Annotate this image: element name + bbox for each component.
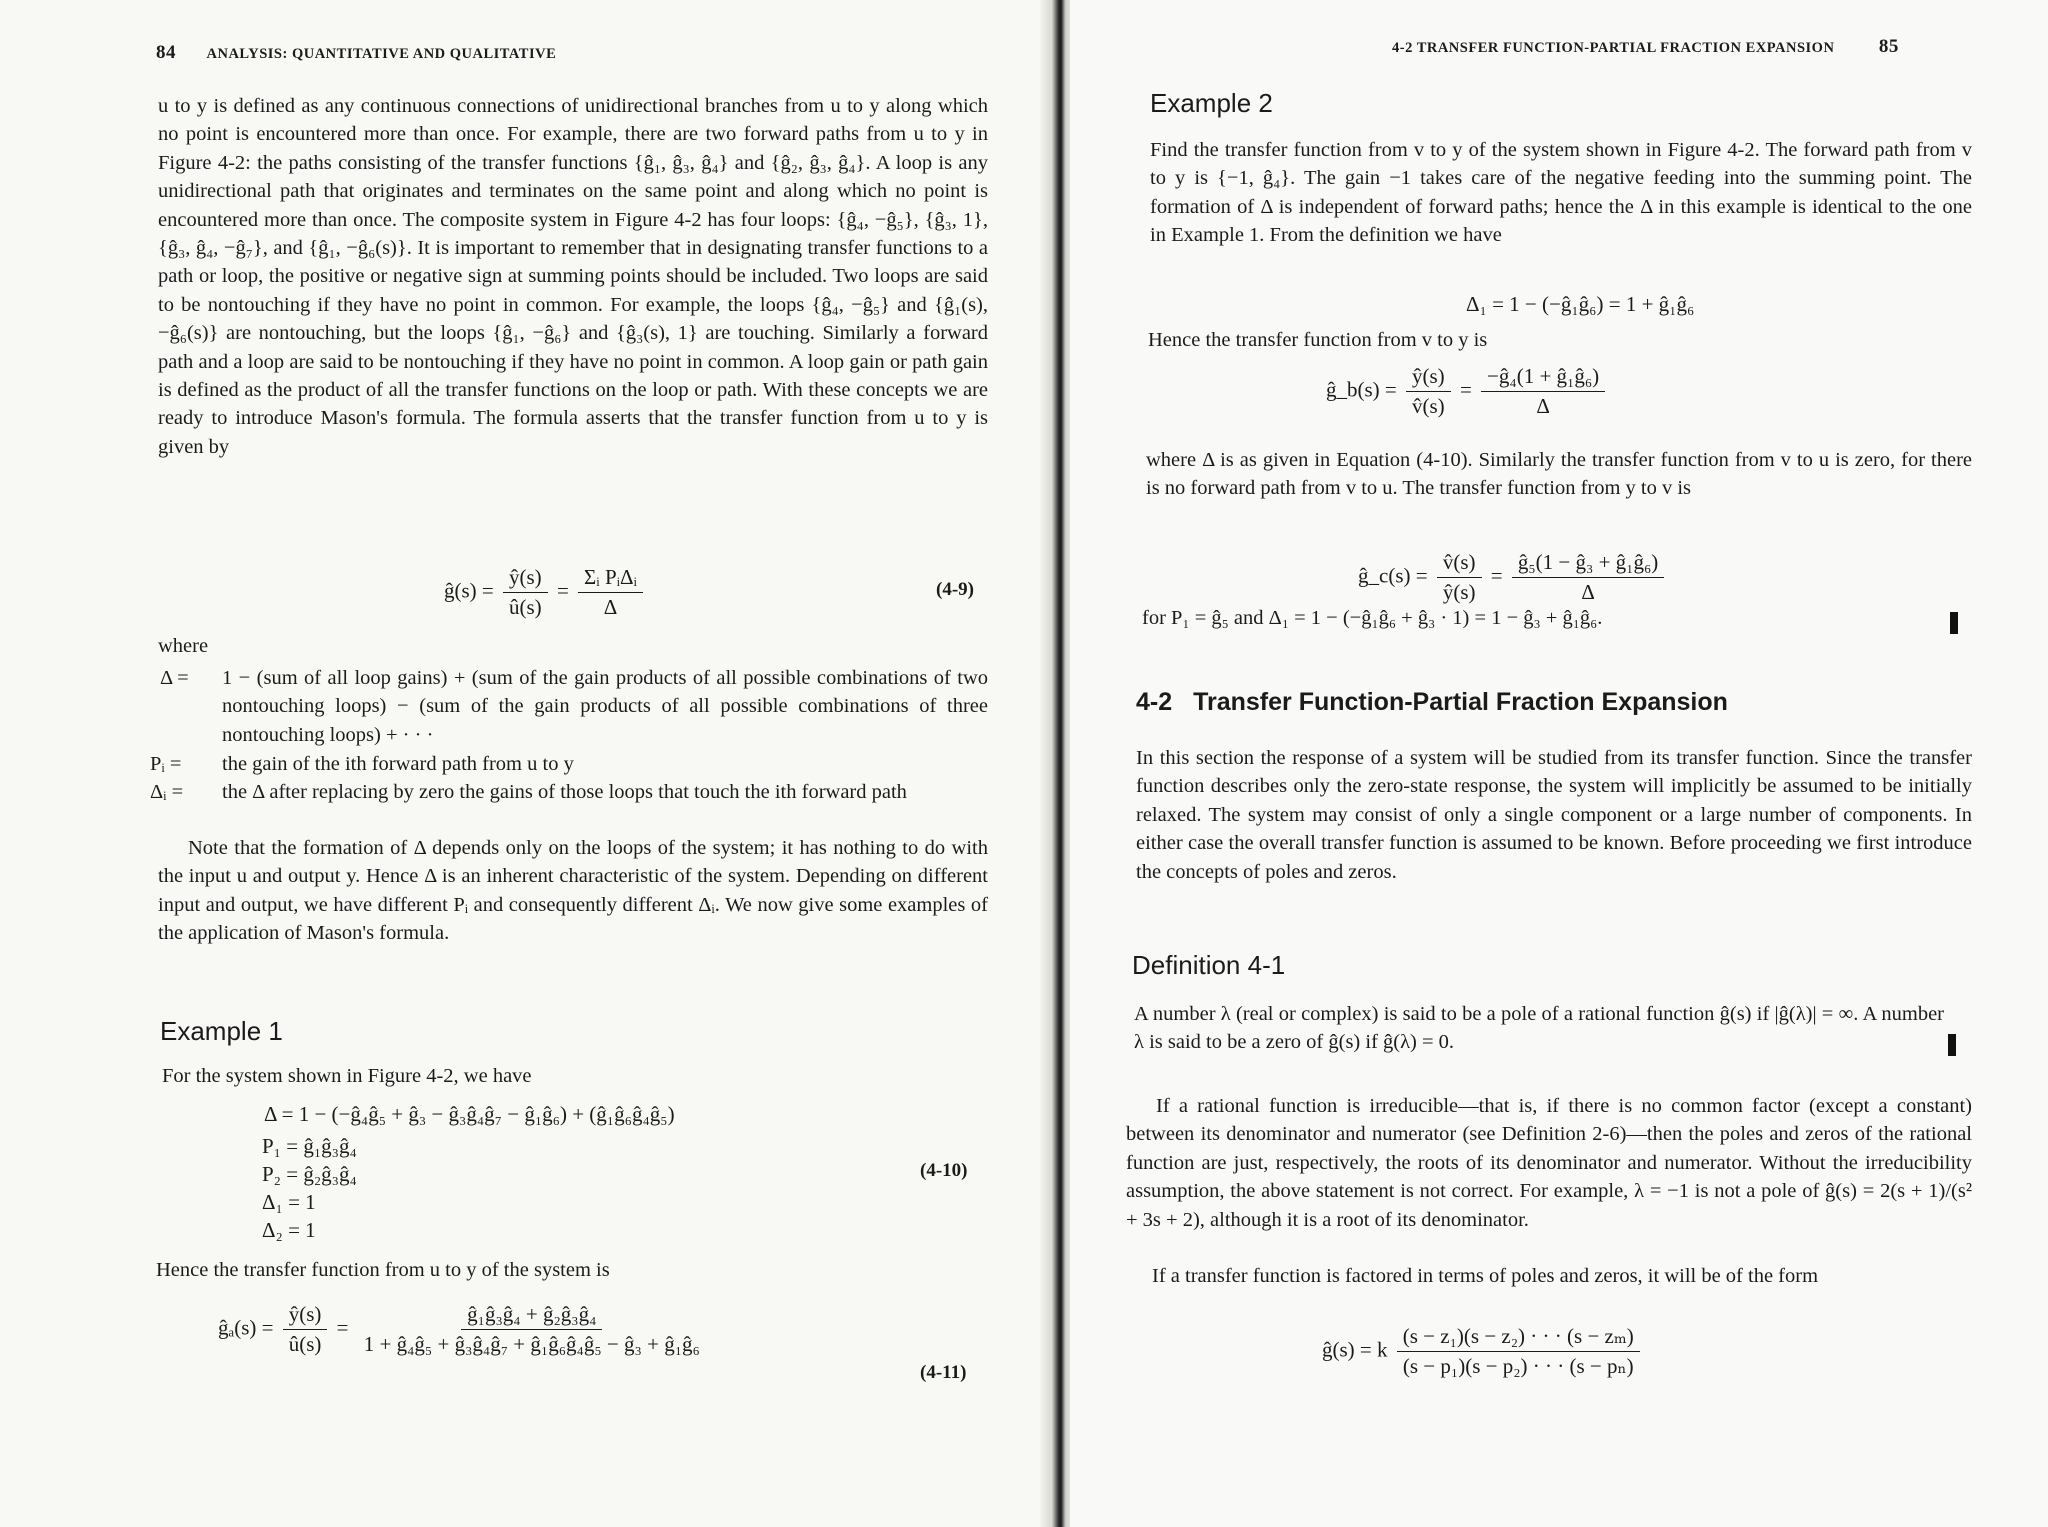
example-1-line-d2: Δ₂ = 1: [262, 1218, 316, 1242]
example-2-paragraph: Find the transfer function from v to y of the system shown in Figure 4-2. The forward path from v to y is {−1, ĝ₄}. The gain −1 takes care of the negative feeding into the summing point. The formation of Δ is independent of forward paths; hence the Δ in this example is identical to the one in Example 1. From the definition we have: [1150, 139, 1972, 247]
left-page-header: [156, 42, 556, 64]
def-delta-symbol: Δ =: [160, 667, 189, 689]
example-1-title: Example 1: [160, 1016, 283, 1046]
def-p-text: the gain of the ith forward path from u to y: [222, 753, 574, 775]
equation-delta-1: Δ₁ = 1 − (−ĝ₁ĝ₆) = 1 + ĝ₁ĝ₆: [1466, 292, 1695, 316]
where-label: where: [158, 635, 209, 657]
example-1-line-delta: Δ = 1 − (−ĝ₄ĝ₅ + ĝ₃ − ĝ₃ĝ₄ĝ₇ − ĝ₁ĝ₆) + (ĝ₁ĝ₆ĝ₄ĝ₅): [264, 1102, 675, 1126]
where-delta-paragraph: where Δ is as given in Equation (4-10). Similarly the transfer function from v to u is zero, for there is no forward path from v to u. The transfer function from y to v is: [1146, 449, 1972, 500]
section-title: Transfer Function-Partial Fraction Expansion: [1193, 688, 1728, 716]
factored-paragraph: If a transfer function is factored in terms of poles and zeros, it will be of the form: [1152, 1265, 1819, 1287]
example-2-title: Example 2: [1150, 88, 1273, 118]
left-intro-paragraph: u to y is defined as any continuous connections of unidirectional branches from u to y along which no point is encountered more than once. For example, there are two forward paths from u to y in Figure 4-2: the paths consisting of the transfer functions {ĝ₁, ĝ₃, ĝ₄} and {ĝ₂, ĝ₃, ĝ₄}. A loop is any unidirectional path that originates and terminates on the same point and along which no point is encountered more than once. The composite system in Figure 4-2 has four loops: {ĝ₄, −ĝ₅}, {ĝ₃, 1}, {ĝ₃, ĝ₄, −ĝ₇}, and {ĝ₁, −ĝ₆(s)}. It is important to remember that in designating transfer functions to a path or loop, the positive or negative sign at summing points should be included. Two loops are said to be nontouching if they have no point in common. For example, the loops {ĝ₄, −ĝ₅} and {ĝ₁(s), −ĝ₆(s)} are nontouching, but the loops {ĝ₁, −ĝ₆} and {ĝ₃(s), 1} are touching. Similarly a forward path and a loop are said to be nontouching if they have no point in common. A loop gain or path gain is defined as the product of all the transfer functions on the loop or path. With these concepts we are ready to introduce Mason's formula. The formula asserts that the transfer function from u to y is given by: [158, 95, 988, 458]
hence-v-to-y: Hence the transfer function from v to y is: [1148, 329, 1488, 351]
example-1-hence: Hence the transfer function from u to y of the system is: [156, 1259, 610, 1281]
equation-label-4-10: (4-10): [920, 1160, 968, 1181]
note-paragraph: Note that the formation of Δ depends only on the loops of the system; it has nothing to do with the input u and output y. Hence Δ is an inherent characteristic of the system. Depending on different input and output, we have different Pᵢ and consequently different Δᵢ. We now give some examples of the application of Mason's formula.: [158, 837, 988, 945]
for-p1-line: for P₁ = ĝ₅ and Δ₁ = 1 − (−ĝ₁ĝ₆ + ĝ₃ · 1) = 1 − ĝ₃ + ĝ₁ĝ₆.: [1142, 607, 1603, 629]
definition-4-1-text: A number λ (real or complex) is said to be a pole of a rational function ĝ(s) if |ĝ(λ)| = ∞. A number λ is said to be a zero of ĝ(s) if ĝ(λ) = 0.: [1134, 1003, 1944, 1054]
def-delta-text: 1 − (sum of all loop gains) + (sum of the gain products of all possible combinations of two nontouching loops) − (sum of the gain products of all possible combinations of three nontouching loops) + · · ·: [222, 667, 988, 746]
def-di-symbol: Δᵢ =: [150, 781, 184, 803]
end-of-example-mark: [1950, 612, 1958, 634]
definition-4-1-title: Definition 4-1: [1132, 950, 1286, 980]
example-1-line-p1: P₁ = ĝ₁ĝ₃ĝ₄: [262, 1134, 357, 1158]
equation-gb: ĝ_b(s) = $\frac{ŷ(s)}{v̂(s)}$ = $\frac{\text{−ĝ₄(1 + ĝ₁ĝ₆)}}{\Delta}$: [1326, 364, 1609, 419]
section-number: 4-2: [1136, 688, 1173, 716]
right-page: [1070, 0, 2048, 1527]
section-heading: [1136, 688, 1728, 717]
example-1-line-d1: Δ₁ = 1: [262, 1190, 316, 1214]
equation-gc: ĝ_c(s) = $\frac{v̂(s)}{ŷ(s)}$ = $\frac{\text{ĝ₅(1 − ĝ₃ + ĝ₁ĝ₆)}}{\Delta}$: [1358, 550, 1668, 605]
equation-label-4-9: (4-9): [936, 579, 974, 600]
equation-4-11: ĝₐ(s) = $\frac{ŷ(s)}{û(s)}$ = $\frac{\text{ĝ₁ĝ₃ĝ₄ + ĝ₂ĝ₃ĝ₄}}{\text{1 + ĝ₄ĝ₅ + ĝ₃ĝ₄ĝ₇ + ĝ₁ĝ₆ĝ₄ĝ₅ − ĝ₃ + ĝ₁ĝ₆}}$: [218, 1302, 700, 1356]
equation-label-4-11: (4-11): [920, 1362, 967, 1383]
right-page-header: [1392, 36, 1899, 58]
right-running-head: 4-2 TRANSFER FUNCTION-PARTIAL FRACTION EXPANSION: [1392, 40, 1835, 56]
left-page-number: 84: [156, 42, 176, 63]
end-of-definition-mark: [1948, 1034, 1956, 1056]
example-1-intro: For the system shown in Figure 4-2, we have: [162, 1065, 532, 1087]
def-p-symbol: Pᵢ =: [150, 753, 182, 775]
equation-poles-zeros: ĝ(s) = k $\frac{\text{(s − z₁)(s − z₂) · · · (s − zₘ)}}{\text{(s − p₁)(s − p₂) · · · (s − pₙ)}}$: [1322, 1324, 1644, 1379]
def-di-text: the Δ after replacing by zero the gains of those loops that touch the ith forward path: [222, 781, 907, 803]
book-spine: [1040, 0, 1074, 1527]
left-running-head: ANALYSIS: QUANTITATIVE AND QUALITATIVE: [206, 46, 557, 62]
example-1-line-p2: P₂ = ĝ₂ĝ₃ĝ₄: [262, 1162, 357, 1186]
irreducible-paragraph: If a rational function is irreducible—that is, if there is no common factor (except a constant) between its denominator and numerator (see Definition 2-6)—then the poles and zeros of the rational function are just, respectively, the roots of its denominator and numerator. Without the irreducibility assumption, the above statement is not correct. For example, λ = −1 is not a pole of ĝ(s) = 2(s + 1)/(s² + 3s + 2), although it is a root of its denominator.: [1126, 1095, 1972, 1231]
right-page-number: 85: [1878, 36, 1899, 57]
section-intro-paragraph: In this section the response of a system will be studied from its transfer function. Since the transfer function describes only the zero-state response, the system will implicitly be assumed to be initially relaxed. The system may consist of only a single component or a large number of components. In either case the overall transfer function is assumed to be known. Before proceeding we first introduce the concepts of poles and zeros.: [1136, 747, 1972, 883]
equation-4-9: ĝ(s) = $\frac{ŷ(s)}{û(s)}$ = $\frac{\text{Σᵢ PᵢΔᵢ}}{\Delta}$: [444, 565, 647, 620]
